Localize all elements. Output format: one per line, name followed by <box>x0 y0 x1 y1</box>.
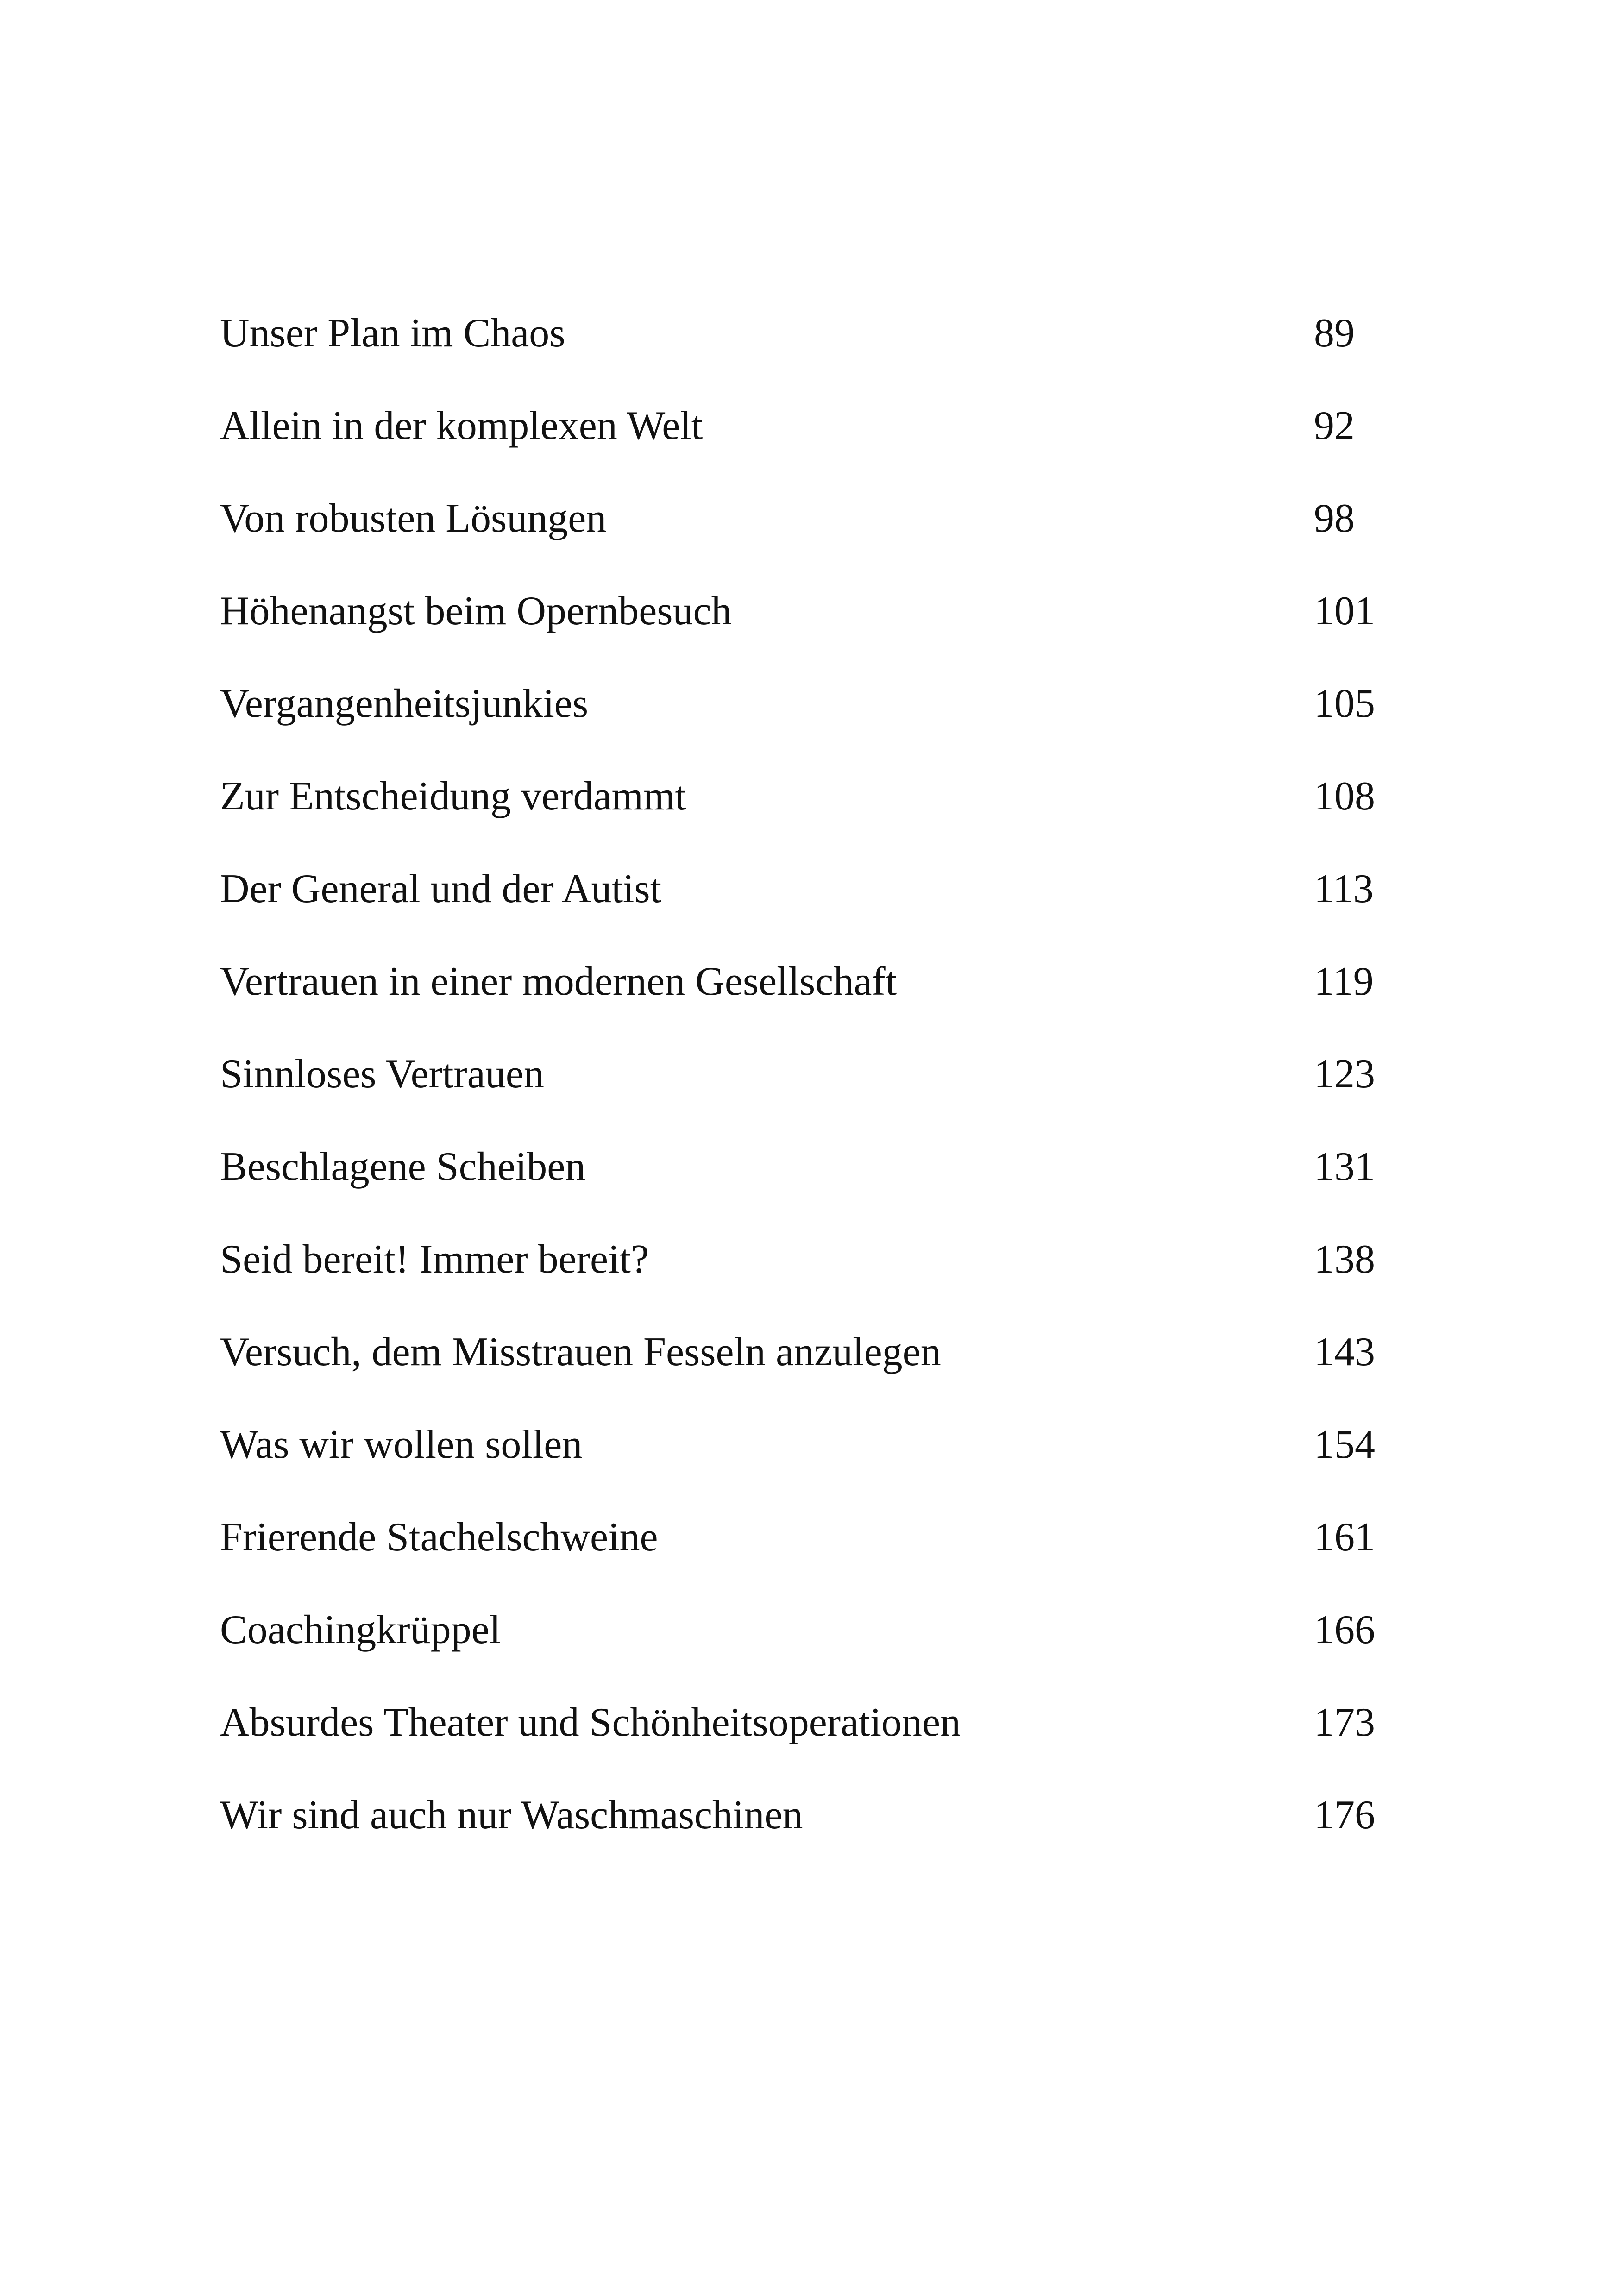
toc-entry <box>220 1788 1433 1880</box>
toc-entry-title: Unser Plan im Chaos <box>220 311 565 356</box>
toc-entry <box>220 861 1433 954</box>
toc-entry <box>220 1232 1433 1324</box>
toc-entry-page-number: 119 <box>1314 959 1374 1004</box>
toc-entry-title: Sinnloses Vertrauen <box>220 1052 544 1097</box>
toc-entry <box>220 1510 1433 1602</box>
toc-entry-title: Seid bereit! Immer bereit? <box>220 1237 649 1282</box>
toc-entry-page-number: 143 <box>1314 1330 1375 1374</box>
toc-entry-page-number: 98 <box>1314 496 1355 541</box>
toc-entry-page-number: 166 <box>1314 1607 1375 1652</box>
toc-entry-title: Coachingkrüppel <box>220 1607 501 1652</box>
toc-entry <box>220 1324 1433 1417</box>
toc-entry <box>220 769 1433 861</box>
toc-entry-title: Absurdes Theater und Schönheitsoperationen <box>220 1700 961 1745</box>
toc-entry-page-number: 113 <box>1314 866 1374 911</box>
toc-entry-title: Frierende Stachelschweine <box>220 1515 658 1560</box>
toc-entry-page-number: 176 <box>1314 1793 1375 1838</box>
toc-entry-title: Versuch, dem Misstrauen Fesseln anzulegen <box>220 1330 941 1374</box>
toc-entry-title: Allein in der komplexen Welt <box>220 403 703 448</box>
toc-entry <box>220 676 1433 769</box>
toc-entry-page-number: 131 <box>1314 1144 1375 1189</box>
toc-entry-title: Vertrauen in einer modernen Gesellschaft <box>220 959 897 1004</box>
toc-entry-title: Höhenangst beim Opernbesuch <box>220 589 732 634</box>
toc-entry <box>220 491 1433 583</box>
toc-entry-page-number: 108 <box>1314 774 1375 819</box>
toc-entry-title: Beschlagene Scheiben <box>220 1144 586 1189</box>
toc-entry <box>220 306 1433 398</box>
toc-entry-title: Zur Entscheidung verdammt <box>220 774 686 819</box>
toc-entry-page-number: 161 <box>1314 1515 1375 1560</box>
toc-entry <box>220 954 1433 1047</box>
toc-entry <box>220 1417 1433 1510</box>
toc-entry-page-number: 89 <box>1314 311 1355 356</box>
toc-entry <box>220 583 1433 676</box>
toc-entry-title: Von robusten Lösungen <box>220 496 607 541</box>
toc-entry <box>220 1139 1433 1232</box>
toc-entry-title: Wir sind auch nur Waschmaschinen <box>220 1793 803 1838</box>
toc-entry-title: Der General und der Autist <box>220 866 662 911</box>
toc-entry <box>220 1602 1433 1695</box>
toc-entry-page-number: 101 <box>1314 589 1375 634</box>
toc-entry-title: Vergangenheitsjunkies <box>220 681 589 726</box>
toc-entry <box>220 398 1433 491</box>
toc-entry-page-number: 138 <box>1314 1237 1375 1282</box>
toc-entry <box>220 1047 1433 1139</box>
toc-entry-page-number: 123 <box>1314 1052 1375 1097</box>
toc-entry-page-number: 154 <box>1314 1422 1375 1467</box>
toc-entry-page-number: 105 <box>1314 681 1375 726</box>
toc-entry-title: Was wir wollen sollen <box>220 1422 583 1467</box>
table-of-contents <box>220 306 1433 1880</box>
toc-entry <box>220 1695 1433 1788</box>
toc-entry-page-number: 92 <box>1314 403 1355 448</box>
toc-entry-page-number: 173 <box>1314 1700 1375 1745</box>
